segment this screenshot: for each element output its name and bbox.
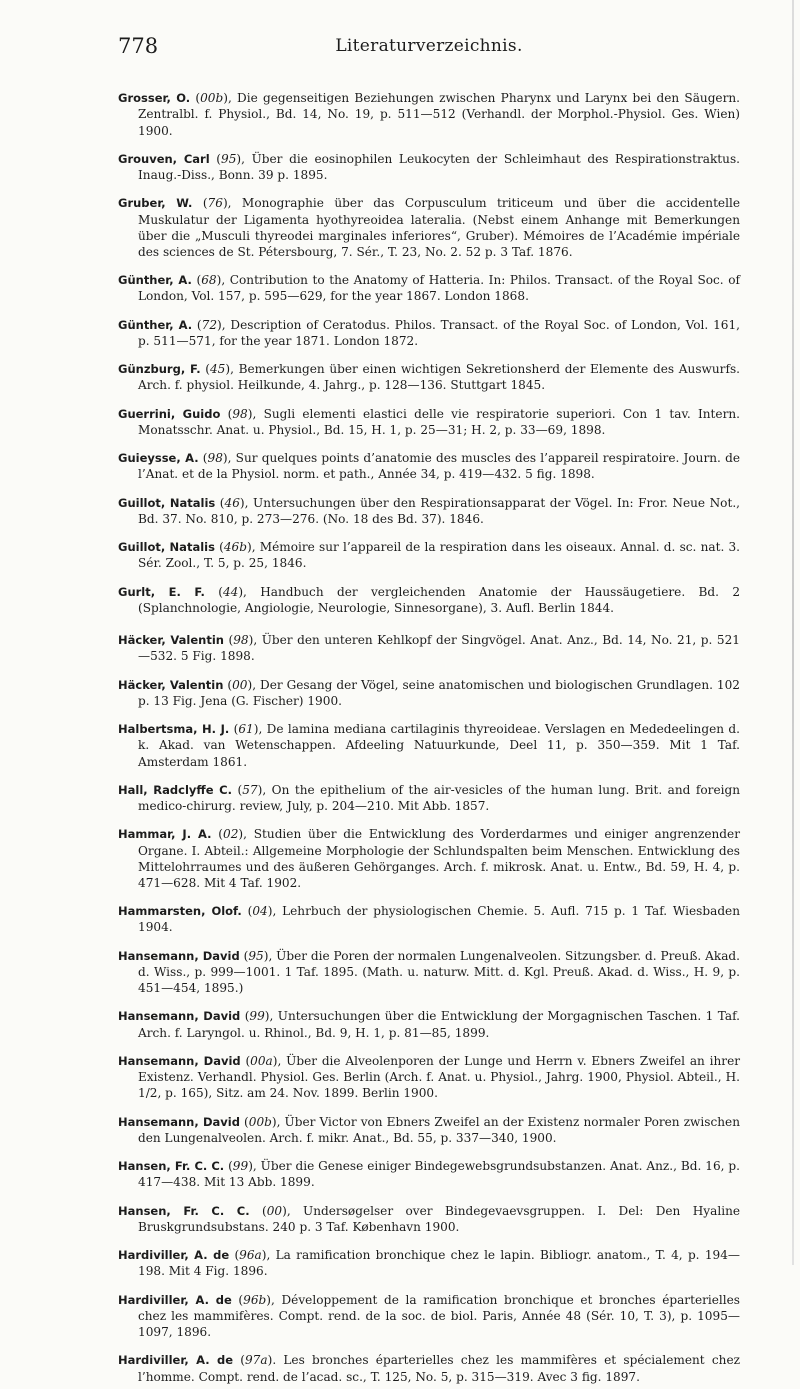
bibliography-entry: Guillot, Natalis (46b), Mémoire sur l’appareil de la respiration dans les oiseaux. Annal. d. sc. nat. 3. Sér. Zool., T. 5, p. 25, 1846. [118, 540, 741, 571]
entry-text: , Handbuch der vergleichenden Anatomie der Haussäugetiere. Bd. 2 (Splanchnologie, Angiologie, Neurologie, Sinnesorgane), 3. Aufl. Berlin 1844. [138, 584, 741, 615]
entry-year: 44 [222, 584, 239, 599]
entry-text: , Der Gesang der Vögel, seine anatomischen und biologischen Grundlagen. 102 p. 13 Fig. Jena (G. Fischer) 1900. [138, 677, 740, 708]
entry-author: Günzburg, F. [118, 362, 201, 377]
entry-text: , Développement de la ramification bronchique et bronches éparterielles chez les mammifères. Compt. rend. de la soc. de biol. Paris, Année 48 (Sér. 10, T. 3), p. 1095—1097, 1896. [138, 1292, 741, 1340]
entry-text: , On the epithelium of the air-vesicles of the human lung. Brit. and foreign medico-chirurg. review, July, p. 204—210. Mit Abb. 1857. [138, 782, 741, 814]
entry-year: 68 [201, 273, 217, 288]
entry-author: Hall, Radclyffe C. [118, 782, 232, 797]
entry-text: , De lamina mediana cartilaginis thyreoideae. Verslagen en Mededeelingen d. k. Akad. van Wetenschappen. Afdeeling Natuurkunde, Deel 11, p. 350—359. Mit 1 Taf. Amsterdam 1861. [138, 722, 740, 769]
entry-year: 45 [209, 362, 226, 377]
bibliography-entry: Hansemann, David (00b), Über Victor von Ebners Zweifel an der Existenz normaler Poren zwischen den Lungenalveolen. Arch. f. mikr. Anat., Bd. 55, p. 337—340, 1900. [118, 1114, 740, 1145]
entry-author: Grosser, O. [118, 91, 191, 106]
entry-year: 95 [221, 151, 237, 166]
entry-year: 98 [232, 406, 248, 421]
page-edge [792, 0, 794, 1265]
entry-author: Günther, A. [118, 317, 193, 332]
entry-year: 97a [244, 1353, 268, 1368]
bibliography-entry: Günther, A. (68), Contribution to the Anatomy of Hatteria. In: Philos. Transact. of the Royal Soc. of London, Vol. 157, p. 595—629, for the year 1867. London 1868. [118, 273, 741, 304]
entry-year: 00b [248, 1114, 272, 1129]
bibliography-entry: Hardiviller, A. de (96a), La ramification bronchique chez le lapin. Bibliogr. anatom., T. 4, p. 194—198. Mit 4 Fig. 1896. [118, 1248, 741, 1279]
entry-text: , Über Victor von Ebners Zweifel an der Existenz normaler Poren zwischen den Lungenalveolen. Arch. f. mikr. Anat., Bd. 55, p. 337—340, 1900. [138, 1114, 740, 1145]
entry-text: , Mémoire sur l’appareil de la respiration dans les oiseaux. Annal. d. sc. nat. 3. Sér. Zool., T. 5, p. 25, 1846. [138, 540, 741, 571]
page-header [118, 34, 740, 60]
bibliography-entry: Gruber, W. (76), Monographie über das Corpusculum triticeum und über die accidentelle Muskulatur der Ligamenta hyothyreoidea lateralia. (Nebst einem Anhange mit Bemerkungen über die „Musculi thyreodei marginales inferiores“, Gruber). Mémoires de l’Académie impériale des sciences de St. Pétersbourg, 7. Sér., T. 23, No. 2. 52 p. 3 Taf. 1876. [118, 196, 740, 259]
entry-author: Grouven, Carl [118, 151, 210, 166]
entry-year: 98 [207, 451, 223, 466]
entry-year: 00b [200, 91, 224, 106]
entry-text: , Über die Poren der normalen Lungenalveolen. Sitzungsber. d. Preuß. Akad. d. Wiss., p. 999—1001. 1 Taf. 1895. (Math. u. naturw. Mitt. d. Kgl. Preuß. Akad. d. Wiss., H. 9, p. 451—454, 1895.) [138, 948, 741, 996]
bibliography-entry: Hansemann, David (00a), Über die Alveolenporen der Lunge und Herrn v. Ebners Zweifel an ihrer Existenz. Verhandl. Physiol. Ges. Berlin (Arch. f. Anat. u. Physiol., Jahrg. 1900, Physiol. Abteil., H. 1/2, p. 165), Sitz. am 24. Nov. 1899. Berlin 1900. [118, 1053, 741, 1101]
entry-year: 46b [223, 540, 247, 555]
bibliography-entry: Hansemann, David (99), Untersuchungen über die Entwicklung der Morgagnischen Taschen. 1 Taf. Arch. f. Laryngol. u. Rhinol., Bd. 9, H. 1, p. 81—85, 1899. [118, 1009, 740, 1040]
entry-year: 95 [248, 948, 264, 963]
bibliography-entry: Günzburg, F. (45), Bemerkungen über einen wichtigen Sekretionsherd der Elemente des Auswurfs. Arch. f. physiol. Heilkunde, 4. Jahrg., p. 128—136. Stuttgart 1845. [118, 362, 740, 393]
entry-text: , Über die Genese einiger Bindegewebsgrundsubstanzen. Anat. Anz., Bd. 16, p. 417—438. Mit 13 Abb. 1899. [138, 1159, 740, 1190]
entry-author: Hansemann, David [118, 1053, 241, 1068]
entry-author: Hammarsten, Olof. [118, 904, 242, 919]
entry-year: 76 [207, 196, 223, 211]
bibliography-list [118, 78, 740, 1389]
entry-text: , Sugli elementi elastici delle vie respiratorie superiori. Con 1 tav. Intern. Monatsschr. Anat. u. Physiol., Bd. 15, H. 1, p. 25—31; H. 2, p. 33—69, 1898. [138, 406, 740, 437]
entry-author: Hansemann, David [118, 1114, 240, 1129]
bibliography-entry: Hardiviller, A. de (97a). Les bronches éparterielles chez les mammifères et spécialement chez l’homme. Compt. rend. de l’acad. sc., T. 125, No. 5, p. 315—319. Avec 3 fig. 1897. [118, 1353, 740, 1384]
entry-text: , Contribution to the Anatomy of Hatteria. In: Philos. Transact. of the Royal Soc. of London, Vol. 157, p. 595—629, for the year 1867. London 1868. [138, 273, 741, 304]
entry-author: Hammar, J. A. [118, 827, 212, 842]
entry-text: , Bemerkungen über einen wichtigen Sekretionsherd der Elemente des Auswurfs. Arch. f. physiol. Heilkunde, 4. Jahrg., p. 128—136. Stuttgart 1845. [138, 362, 740, 393]
bibliography-entry: Guieysse, A. (98), Sur quelques points d’anatomie des muscles des l’appareil respiratoire. Journ. de l’Anat. et de la Physiol. norm. et path., Année 34, p. 419—432. 5 fig. 1898. [118, 451, 740, 482]
bibliography-entry: Grosser, O. (00b), Die gegenseitigen Beziehungen zwischen Pharynx und Larynx bei den Säugern. Zentralbl. f. Physiol., Bd. 14, No. 19, p. 511—512 (Verhandl. der Morphol.-Physiol. Ges. Wien) 1900. [118, 91, 741, 138]
entry-author: Häcker, Valentin [118, 677, 224, 692]
entry-text: , Über die eosinophilen Leukocyten der Schleimhaut des Respirationstraktus. Inaug.-Diss., Bonn. 39 p. 1895. [138, 151, 741, 182]
bibliography-entry: Hansemann, David (95), Über die Poren der normalen Lungenalveolen. Sitzungsber. d. Preuß. Akad. d. Wiss., p. 999—1001. 1 Taf. 1895. (Math. u. naturw. Mitt. d. Kgl. Preuß. Akad. d. Wiss., H. 9, p. 451—454, 1895.) [118, 948, 741, 996]
bibliography-entry: Hammar, J. A. (02), Studien über die Entwicklung des Vorderdarmes und einiger angrenzender Organe. I. Abteil.: Allgemeine Morphologie der Schlundspalten beim Menschen. Entwicklung des Mittelohrraumes und des äußeren Gehörganges. Arch. f. mikrosk. Anat. u. Entw., Bd. 59, H. 4, p. 471—628. Mit 4 Taf. 1902. [118, 827, 740, 890]
entry-text: , La ramification bronchique chez le lapin. Bibliogr. anatom., T. 4, p. 194—198. Mit 4 Fig. 1896. [138, 1248, 741, 1279]
entry-year: 72 [201, 317, 218, 332]
entry-text: , Über die Alveolenporen der Lunge und Herrn v. Ebners Zweifel an ihrer Existenz. Verhandl. Physiol. Ges. Berlin (Arch. f. Anat. u. Physiol., Jahrg. 1900, Physiol. Abteil., H. 1/2, p. 165), Sitz. am 24. Nov. 1899. Berlin 1900. [138, 1053, 741, 1101]
bibliography-entry: Hammarsten, Olof. (04), Lehrbuch der physiologischen Chemie. 5. Aufl. 715 p. 1 Taf. Wiesbaden 1904. [118, 904, 741, 935]
entry-author: Hardiviller, A. de [118, 1353, 234, 1368]
entry-year: 96b [243, 1292, 267, 1307]
bibliography-entry: Gurlt, E. F. (44), Handbuch der vergleichenden Anatomie der Haussäugetiere. Bd. 2 (Splanchnologie, Angiologie, Neurologie, Sinnesorgane), 3. Aufl. Berlin 1844. [118, 584, 741, 615]
entry-author: Halbertsma, H. J. [118, 722, 230, 737]
entry-text: . Les bronches éparterielles chez les mammifères et spécialement chez l’homme. Compt. rend. de l’acad. sc., T. 125, No. 5, p. 315—319. Avec 3 fig. 1897. [138, 1353, 740, 1384]
bibliography-entry: Guerrini, Guido (98), Sugli elementi elastici delle vie respiratorie superiori. Con 1 tav. Intern. Monatsschr. Anat. u. Physiol., Bd. 15, H. 1, p. 25—31; H. 2, p. 33—69, 1898. [118, 406, 740, 437]
entry-author: Hansemann, David [118, 948, 240, 963]
bibliography-entry: Hall, Radclyffe C. (57), On the epithelium of the air-vesicles of the human lung. Brit. and foreign medico-chirurg. review, July, p. 204—210. Mit Abb. 1857. [118, 782, 741, 814]
bibliography-entry: Hansen, Fr. C. C. (99), Über die Genese einiger Bindegewebsgrundsubstanzen. Anat. Anz., Bd. 16, p. 417—438. Mit 13 Abb. 1899. [118, 1159, 740, 1190]
entry-text: , Description of Ceratodus. Philos. Transact. of the Royal Soc. of London, Vol. 161, p. 511—571, for the year 1871. London 1872. [138, 317, 740, 348]
entry-author: Hansen, Fr. C. C. [118, 1203, 250, 1218]
entry-author: Hansen, Fr. C. C. [118, 1159, 225, 1174]
entry-author: Guillot, Natalis [118, 495, 216, 510]
entry-text: , Die gegenseitigen Beziehungen zwischen Pharynx und Larynx bei den Säugern. Zentralbl. f. Physiol., Bd. 14, No. 19, p. 511—512 (Verhandl. der Morphol.-Physiol. Ges. Wien) 1900. [138, 91, 741, 138]
entry-author: Hardiviller, A. de [118, 1292, 232, 1307]
entry-author: Häcker, Valentin [118, 633, 224, 648]
entry-year: 46 [224, 495, 240, 510]
entry-year: 00a [250, 1053, 273, 1068]
bibliography-entry: Grouven, Carl (95), Über die eosinophilen Leukocyten der Schleimhaut des Respirationstraktus. Inaug.-Diss., Bonn. 39 p. 1895. [118, 151, 741, 182]
entry-author: Guillot, Natalis [118, 540, 215, 555]
bibliography-entry: Halbertsma, H. J. (61), De lamina mediana cartilaginis thyreoideae. Verslagen en Mededeelingen d. k. Akad. van Wetenschappen. Afdeeling Natuurkunde, Deel 11, p. 350—359. Mit 1 Taf. Amsterdam 1861. [118, 722, 740, 769]
entry-year: 98 [233, 633, 249, 648]
entry-year: 96a [239, 1248, 262, 1263]
bibliography-entry: Guillot, Natalis (46), Untersuchungen über den Respirationsapparat der Vögel. In: Fror. Neue Not., Bd. 37. No. 810, p. 273—276. (No. 18 des Bd. 37). 1846. [118, 495, 741, 526]
entry-text: , Untersuchungen über die Entwicklung der Morgagnischen Taschen. 1 Taf. Arch. f. Laryngol. u. Rhinol., Bd. 9, H. 1, p. 81—85, 1899. [138, 1009, 740, 1040]
entry-text: , Lehrbuch der physiologischen Chemie. 5. Aufl. 715 p. 1 Taf. Wiesbaden 1904. [138, 904, 741, 935]
bibliography-entry: Häcker, Valentin (00), Der Gesang der Vögel, seine anatomischen und biologischen Grundlagen. 102 p. 13 Fig. Jena (G. Fischer) 1900. [118, 677, 740, 708]
bibliography-entry: Hansen, Fr. C. C. (00), Undersøgelser over Bindegevaevsgruppen. I. Del: Den Hyaline Bruskgrundsubstans. 240 p. 3 Taf. København 1900. [118, 1203, 741, 1234]
entry-year: 00 [266, 1203, 283, 1218]
bibliography-entry: Häcker, Valentin (98), Über den unteren Kehlkopf der Singvögel. Anat. Anz., Bd. 14, No. 21, p. 521—532. 5 Fig. 1898. [118, 633, 741, 664]
entry-text: , Sur quelques points d’anatomie des muscles des l’appareil respiratoire. Journ. de l’Anat. et de la Physiol. norm. et path., Année 34, p. 419—432. 5 fig. 1898. [138, 451, 740, 482]
entry-author: Günther, A. [118, 273, 192, 288]
entry-year: 61 [238, 722, 254, 737]
running-title: Literaturverzeichnis. [335, 36, 523, 56]
bibliography-entry: Günther, A. (72), Description of Ceratodus. Philos. Transact. of the Royal Soc. of London, Vol. 161, p. 511—571, for the year 1871. London 1872. [118, 317, 740, 348]
entry-year: 04 [252, 904, 268, 919]
entry-year: 99 [232, 1159, 249, 1174]
entry-author: Gurlt, E. F. [118, 584, 205, 599]
entry-text: , Studien über die Entwicklung des Vorderdarmes und einiger angrenzender Organe. I. Abteil.: Allgemeine Morphologie der Schlundspalten beim Menschen. Entwicklung des Mittelohrraumes und des äußeren Gehörganges. Arch. f. mikrosk. Anat. u. Entw., Bd. 59, H. 4, p. 471—628. Mit 4 Taf. 1902. [138, 827, 740, 890]
entry-year: 99 [249, 1009, 265, 1024]
entry-text: , Undersøgelser over Bindegevaevsgruppen. I. Del: Den Hyaline Bruskgrundsubstans. 240 p. 3 Taf. København 1900. [138, 1203, 741, 1234]
entry-text: , Untersuchungen über den Respirationsapparat der Vögel. In: Fror. Neue Not., Bd. 37. No. 810, p. 273—276. (No. 18 des Bd. 37). 1846. [138, 495, 741, 526]
entry-author: Gruber, W. [118, 196, 193, 211]
entry-year: 02 [223, 827, 239, 842]
entry-text: , Über den unteren Kehlkopf der Singvögel. Anat. Anz., Bd. 14, No. 21, p. 521—532. 5 Fig. 1898. [138, 633, 741, 664]
entry-author: Guieysse, A. [118, 451, 199, 466]
entry-year: 00 [232, 677, 248, 692]
entry-year: 57 [242, 782, 258, 797]
entry-author: Hardiviller, A. de [118, 1248, 230, 1263]
entry-text: , Monographie über das Corpusculum triticeum und über die accidentelle Muskulatur der Ligamenta hyothyreoidea lateralia. (Nebst einem Anhange mit Bemerkungen über die „Musculi thyreodei marginales inferiores“, Gruber). Mémoires de l’Académie impériale des sciences de St. Pétersbourg, 7. Sér., T. 23, No. 2. 52 p. 3 Taf. 1876. [138, 196, 740, 259]
page-number: 778 [118, 34, 159, 58]
bibliography-entry: Hardiviller, A. de (96b), Développement de la ramification bronchique et bronches éparterielles chez les mammifères. Compt. rend. de la soc. de biol. Paris, Année 48 (Sér. 10, T. 3), p. 1095—1097, 1896. [118, 1292, 741, 1340]
entry-author: Hansemann, David [118, 1009, 241, 1024]
entry-author: Guerrini, Guido [118, 406, 221, 421]
